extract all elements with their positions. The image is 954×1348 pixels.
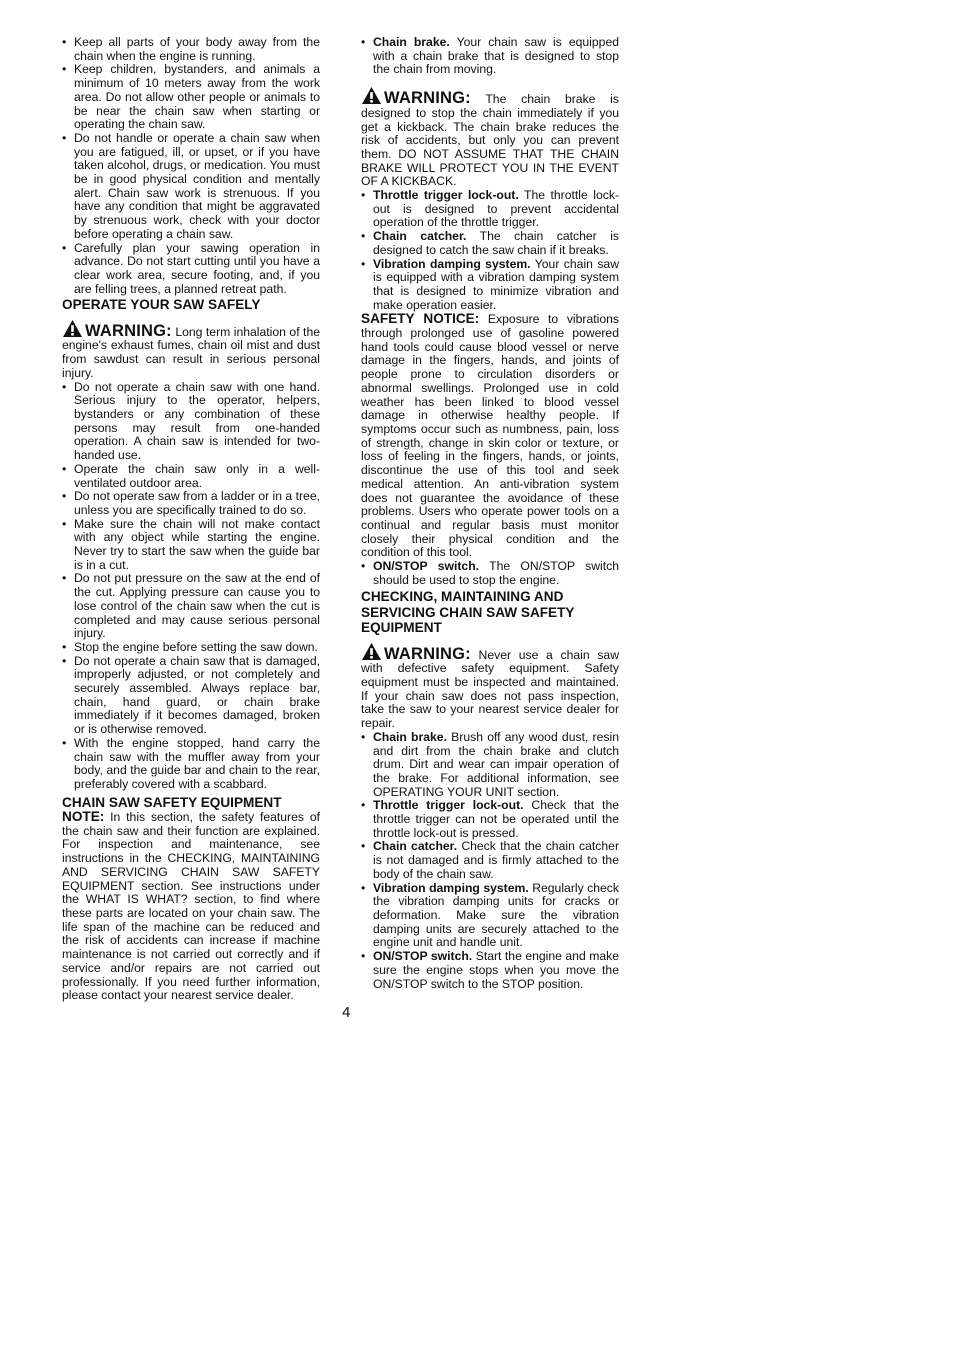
list-item: • Do not operate saw from a ladder or in a tree, unless you are specifically trained to do so. [62,490,320,517]
warning-text: The chain brake is designed to stop the chain immediately if you get a kickback. The chain brake reduces the risk of accidents, but only you can prevent them. DO NOT ASSUME THAT THE CHAIN BRAKE WILL PROTECT YOU IN THE EVENT OF A KICKBACK. [361,92,619,189]
section-heading-checking: CHECKING, MAINTAINING AND SERVICING CHAIN SAW SAFETY EQUIPMENT [361,589,575,636]
warning-text: Long term inhalation of the engine's exhaust fumes, chain oil mist and dust from sawdust can result in serious personal injury. [62,324,320,380]
bullet-list-general [62,36,320,296]
list-item: • Keep all parts of your body away from the chain when the engine is running. [62,36,320,63]
warning-triangle-icon [361,642,382,661]
item-text: The throttle lock-out is designed to prevent accidental operation of the throttle trigger. [373,188,619,230]
list-item: • Carefully plan your sawing operation in advance. Do not start cutting until you have a clear work area, secure footing, and, if you are felling trees, a planned retreat path. [62,242,320,297]
item-text: Start the engine and make sure the engine stops when you move the ON/STOP switch to the STOP position. [373,949,620,991]
bullet-list-on-stop [361,560,619,587]
list-item: • Operate the chain saw only in a well-ventilated outdoor area. [62,463,320,490]
item-lead: Vibration damping system. [373,256,531,271]
warning-triangle-icon [62,319,83,338]
item-text: Check that the chain catcher is not damaged and is firmly attached to the body of the chain saw. [373,839,620,881]
bullet-list-checking [361,731,619,991]
item-lead: Chain brake. [373,35,450,49]
left-column [62,36,320,1003]
warning-label: WARNING: [85,321,172,340]
item-lead: Chain catcher. [373,839,458,854]
bullet-list-features [361,189,619,312]
safety-notice-paragraph [361,312,619,560]
item-text: Check that the throttle trigger can not be operated until the throttle lock-out is pressed. [373,798,619,840]
list-item [361,799,619,840]
note-label: NOTE: [62,809,105,825]
warning-triangle-icon [361,86,382,105]
list-item: • Do not put pressure on the saw at the end of the cut. Applying pressure can cause you to lose control of the chain saw when the cut is completed and may cause serious personal injury. [62,572,320,641]
list-item [361,950,619,991]
list-item [361,258,619,313]
list-item: • Do not handle or operate a chain saw when you are fatigued, ill, or upset, or if you have taken alcohol, drugs, or medication. You must be in good physical condition and mentally alert. Chain saw work is strenuous. If you have any condition that might be aggravated by strenuous work, check with your doctor before operating a chain saw. [62,132,320,242]
list-item: • With the engine stopped, hand carry the chain saw with the muffler away from your body, and the guide bar and chain to the rear, preferably covered with a scabbard. [62,737,320,792]
list-item: • Keep children, bystanders, and animals a minimum of 10 meters away from the work area. Do not allow other people or animals to be near the chain saw when starting or operating the chain saw. [62,63,320,132]
page-number: 4 [342,1004,351,1021]
item-lead: Chain catcher. [373,229,467,244]
item-text: The chain catcher is designed to catch the saw chain if it breaks. [373,229,619,257]
warning-text: Never use a chain saw with defective safety equipment. Safety equipment must be inspected and maintained. If your chain saw does not pass inspection, take the saw to your nearest service dealer for repair. [361,647,619,731]
note-paragraph [62,810,320,1003]
list-item: • Do not operate a chain saw with one hand. Serious injury to the operator, helpers, bystanders or any combination of these persons may result from one-handed operation. A chain saw is intended for two-handed use. [62,381,320,463]
list-item [361,882,619,951]
item-text: Brush off any wood dust, resin and dirt from the chain brake and clutch drum. Dirt and wear can impair operation of the brake. For additional information, see OPERATING YOUR UNIT section. [373,729,619,799]
safety-notice-text: Exposure to vibrations through prolonged use of gasoline powered hand tools could cause blood vessel or nerve damage in the fingers, hands, and joints of people prone to circulation disorders or abnormal swellings. Prolonged use in cold weather has been linked to blood vessel damage in otherwise healthy people. If symptoms occur such as numbness, pain, loss of strength, change in skin color or texture, or loss of feeling in the fingers, hands, or joints, discontinue the use of this tool and seek medical attention. An anti-vibration system does not guarantee the avoidance of these problems. Users who operate power tools on a continual and regular basis must monitor closely their physical condition and the condition of this tool. [361,312,619,560]
item-text: The ON/STOP switch should be used to stop the engine. [373,559,620,587]
list-item: • Make sure the chain will not make contact with any object while starting the engine. Never try to start the saw when the guide bar is in a cut. [62,518,320,573]
bullet-list-operate [62,381,320,792]
list-item [361,840,619,881]
item-lead: Chain brake. [373,729,447,744]
list-item [361,230,619,257]
list-item: • Do not operate a chain saw that is damaged, improperly adjusted, or not completely and securely assembled. Always replace bar, chain, hand guard, or chain brake immediately if it becomes damaged, broken or is otherwise removed. [62,655,320,737]
item-text: Your chain saw is equipped with a vibration damping system that is designed to minimize vibration and make operation easier. [373,256,619,312]
item-lead: Throttle trigger lock-out. [373,798,524,813]
warning-paragraph-checking [361,642,619,731]
warning-label: WARNING: [384,644,471,663]
warning-label: WARNING: [384,89,471,108]
bullet-list-brake [361,36,619,77]
warning-paragraph-brake [361,86,619,189]
right-column [361,36,619,991]
note-text: In this section, the safety features of the chain saw and their function are explained. For inspection and maintenance, see instructions in the CHECKING, MAINTAINING AND SERVICING CHAIN SAW SAFETY EQUIPMENT section. See instructions under the WHAT IS WHAT? section, to find where these parts are located on your chain saw. The life span of the machine can be reduced and the risk of accidents can increase if machine maintenance is not carried out correctly and if service and/or repairs are not carried out professionally. If you need further information, please contact your nearest service dealer. [62,810,320,1003]
list-item [361,560,619,587]
section-heading-equipment: CHAIN SAW SAFETY EQUIPMENT [62,794,282,810]
item-lead: ON/STOP switch. [373,559,480,574]
list-item [361,189,619,230]
list-item [361,36,619,77]
item-lead: Vibration damping system. [373,880,529,895]
list-item [361,731,619,800]
item-lead: Throttle trigger lock-out. [373,188,519,203]
list-item: • Stop the engine before setting the saw down. [62,641,320,655]
item-text: Your chain saw is equipped with a chain brake that is designed to stop the chain from moving. [373,35,620,77]
section-heading-operate: OPERATE YOUR SAW SAFELY [62,297,261,313]
item-text: Regularly check the vibration damping units for cracks or deformation. Make sure the vibration damping units are securely attached to the engine unit and handle unit. [373,880,619,950]
item-lead: ON/STOP switch. [373,949,473,964]
warning-paragraph-exhaust [62,319,320,381]
safety-notice-label: SAFETY NOTICE: [361,311,480,327]
